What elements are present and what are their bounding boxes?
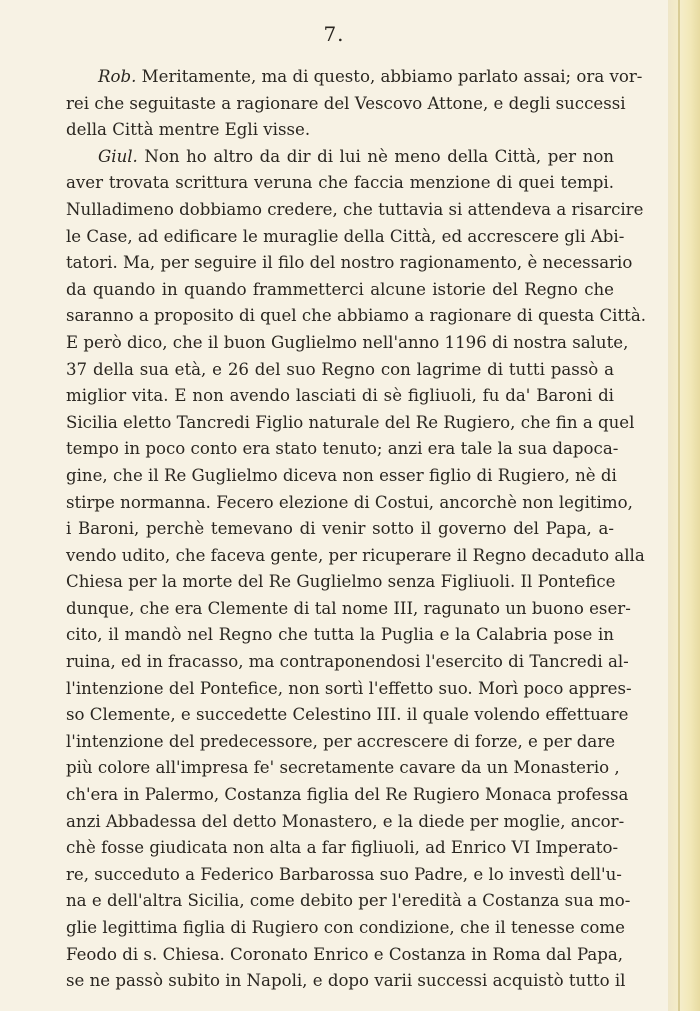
text-line: Nulladimeno dobbiamo credere, che tuttavia si attendeva a risarcire	[66, 199, 644, 219]
text-line: 37 della sua età, e 26 del suo Regno con lagrime di tutti passò a	[66, 359, 614, 379]
page-edge	[668, 0, 700, 1011]
text-line: dunque, che era Clemente di tal nome III, ragunato un buono eser-	[66, 598, 631, 618]
text-line: chè fosse giudicata non alta a far figliuoli, ad Enrico VI Imperato-	[66, 838, 619, 858]
text-line: le Case, ad edificare le muraglie della Città, ed accrescere gli Abi-	[66, 226, 625, 246]
speaker-label: Giul.	[98, 146, 138, 166]
text-line: se ne passò subito in Napoli, e dopo varii successi acquistò tutto il	[66, 971, 626, 991]
text-line: ch'era in Palermo, Costanza figlia del Re Rugiero Monaca professa	[66, 785, 629, 805]
page-text	[66, 64, 646, 995]
text-line: da quando in quando frammetterci alcune istorie del Regno che	[66, 279, 614, 299]
text-line: so Clemente, e succedette Celestino III. il quale volendo effettuare	[66, 705, 629, 725]
text-line: gine, che il Re Guglielmo diceva non esser figlio di Rugiero, nè di	[66, 465, 617, 485]
text-line: ruina, ed in fracasso, ma contraponendosi l'esercito di Tancredi al-	[66, 652, 629, 672]
text-line: l'intenzione del Pontefice, non sortì l'effetto suo. Morì poco appres-	[66, 678, 632, 698]
text-line: saranno a proposito di quel che abbiamo a ragionare di questa Città.	[66, 306, 646, 326]
page-number: 7.	[323, 22, 345, 46]
text-line: tempo in poco conto era stato tenuto; anzi era tale la sua dapoca-	[66, 439, 619, 459]
text-line: Giul. Non ho altro da dir di lui nè meno della Città, per non	[98, 146, 614, 166]
text-line: aver trovata scrittura veruna che faccia menzione di quei tempi.	[66, 173, 614, 193]
text-line: glie legittima figlia di Rugiero con condizione, che il tenesse come	[66, 918, 625, 937]
text-line: i Baroni, perchè temevano di venir sotto il governo del Papa, a-	[66, 519, 614, 539]
text-line: Rob. Meritamente, ma di questo, abbiamo parlato assai; ora vor-	[98, 67, 643, 86]
text-line: miglior vita. E non avendo lasciati di sè figliuoli, fu da' Baroni di	[66, 386, 614, 406]
text-line: na e dell'altra Sicilia, come debito per l'eredità a Costanza sua mo-	[66, 891, 631, 911]
text-line: re, succeduto a Federico Barbarossa suo Padre, e lo investì dell'u-	[66, 864, 622, 884]
text-line: E però dico, che il buon Guglielmo nell'anno 1196 di nostra salute,	[66, 332, 629, 352]
text-line: Sicilia eletto Tancredi Figlio naturale del Re Rugiero, che fin a quel	[66, 412, 635, 432]
page-edge-line	[678, 0, 680, 1011]
text-line: stirpe normanna. Fecero elezione di Costui, ancorchè non legitimo,	[66, 492, 633, 512]
text-line: Chiesa per la morte del Re Guglielmo senza Figliuoli. Il Pontefice	[66, 572, 616, 592]
text-line: tatori. Ma, per seguire il filo del nostro ragionamento, è necessario	[66, 253, 633, 273]
text-line: più colore all'impresa fe' secretamente cavare da un Monasterio ,	[66, 758, 620, 778]
text-line: anzi Abbadessa del detto Monastero, e la diede per moglie, ancor-	[66, 811, 625, 831]
text-line: della Città mentre Egli visse.	[66, 120, 311, 140]
text-line: cito, il mandò nel Regno che tutta la Puglia e la Calabria pose in	[66, 625, 614, 645]
text-line: Feodo di s. Chiesa. Coronato Enrico e Costanza in Roma dal Papa,	[66, 944, 624, 964]
speaker-label: Rob.	[98, 67, 137, 86]
text-line: rei che seguitaste a ragionare del Vescovo Attone, e degli successi	[66, 93, 626, 113]
text-line: vendo udito, che faceva gente, per ricuperare il Regno decaduto alla	[66, 545, 645, 565]
text-line: l'intenzione del predecessore, per accrescere di forze, e per dare	[66, 731, 616, 751]
